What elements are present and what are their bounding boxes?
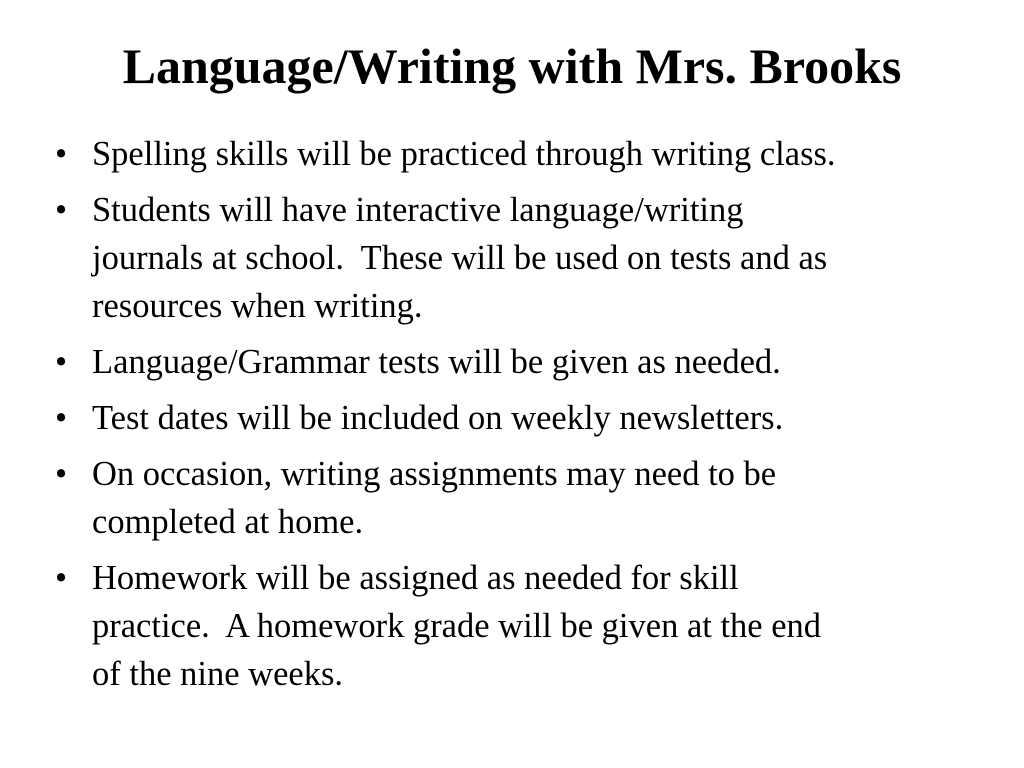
bullet-icon: • (55, 135, 68, 173)
bullet-text (92, 450, 965, 546)
bullet-item-grammar-tests (55, 338, 965, 386)
bullet-text (92, 186, 965, 330)
bullet-line: Students will have interactive language/writing (92, 191, 744, 229)
bullet-icon: • (55, 455, 68, 493)
bullet-line: journals at school. These will be used on tests and as (92, 239, 828, 277)
bullet-text (92, 394, 965, 442)
bullet-line: completed at home. (92, 503, 364, 541)
bullet-item-homework (55, 554, 965, 698)
bullet-line: Language/Grammar tests will be given as needed. (92, 343, 781, 381)
bullet-icon: • (55, 559, 68, 597)
bullet-icon: • (55, 399, 68, 437)
bullet-line: Homework will be assigned as needed for skill (92, 559, 739, 597)
bullet-text (92, 554, 965, 698)
bullet-line: resources when writing. (92, 287, 423, 325)
bullet-item-writing-assignments (55, 450, 965, 546)
bullet-line: of the nine weeks. (92, 655, 344, 693)
bullet-icon: • (55, 191, 68, 229)
bullet-line: practice. A homework grade will be given at the end (92, 607, 822, 645)
bullet-line: Test dates will be included on weekly newsletters. (92, 399, 784, 437)
bullet-list (55, 130, 965, 706)
slide-title: Language/Writing with Mrs. Brooks (122, 38, 902, 94)
bullet-item-test-dates (55, 394, 965, 442)
bullet-icon: • (55, 343, 68, 381)
bullet-line: On occasion, writing assignments may need to be (92, 455, 777, 493)
bullet-line: Spelling skills will be practiced through writing class. (92, 135, 836, 173)
bullet-text (92, 130, 965, 178)
bullet-text (92, 338, 965, 386)
bullet-item-spelling (55, 130, 965, 178)
bullet-item-journals (55, 186, 965, 330)
